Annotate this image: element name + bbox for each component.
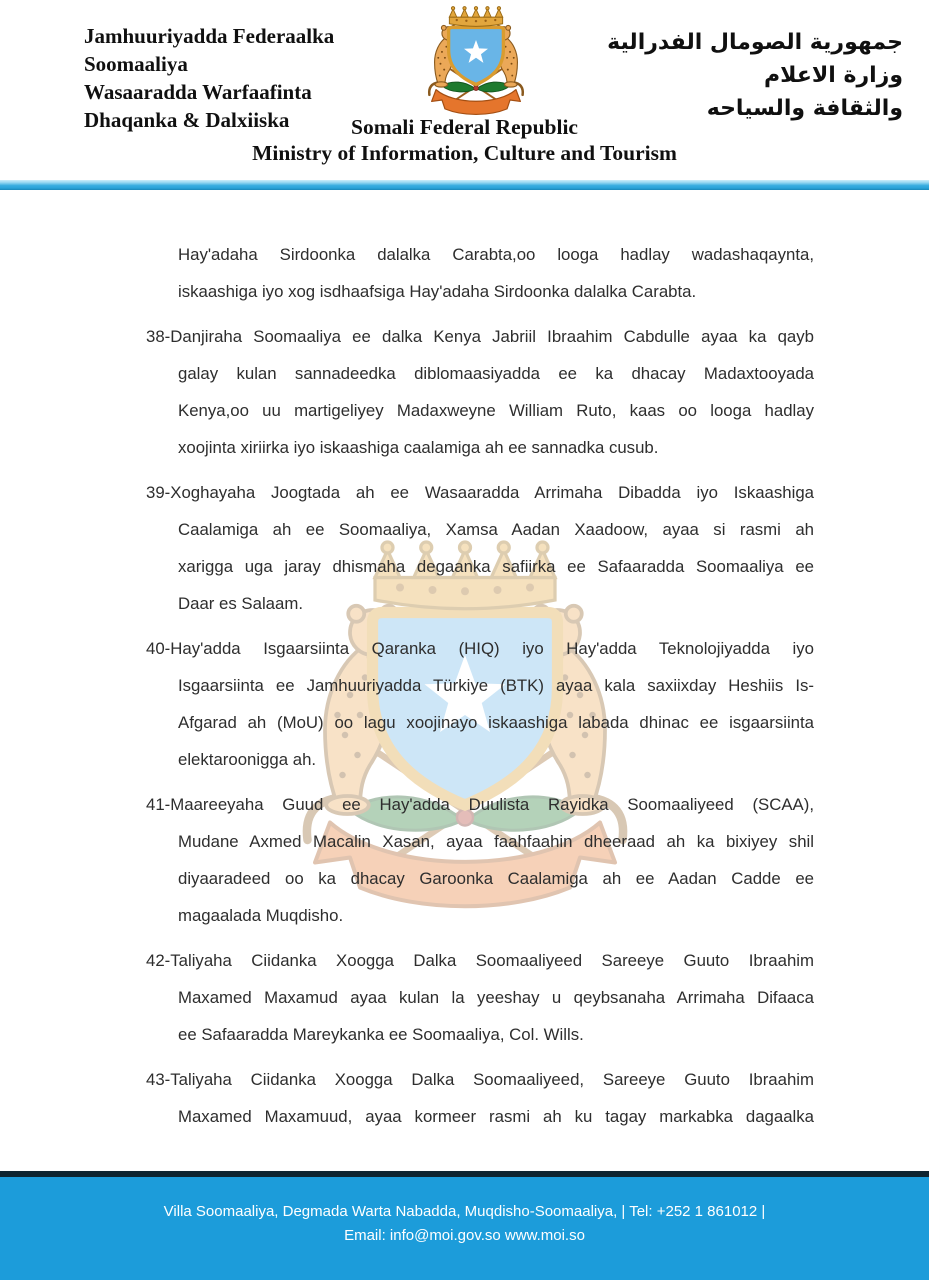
text-line: Maxamed Maxamud ayaa kulan la yeeshay u qeybsanaha Arrimaha Difaaca — [178, 988, 814, 1007]
ministry-name-somali-line: Soomaaliya — [84, 52, 188, 76]
ministry-name-arabic-line: جمهورية الصومال الفدرالية — [607, 30, 903, 55]
text-line: elektaroonigga ah. — [178, 750, 317, 769]
text-line: ee Safaaradda Mareykanka ee Soomaaliya, Col. Wills. — [178, 1025, 584, 1044]
text-line: Mudane Axmed Macalin Xasan, ayaa faahfaahin dheeraad ah ka bixiyey shil — [178, 832, 814, 851]
footer-contact-band — [0, 1177, 929, 1280]
text-line: Daar es Salaam. — [178, 594, 303, 613]
text-line: iskaashiga iyo xog isdhaafsiga Hay'adaha Sirdoonka dalalka Carabta. — [178, 282, 697, 301]
footer-email-line: Email: info@moi.gov.so www.moi.so — [344, 1227, 585, 1244]
ministry-name-arabic-line: وزارة الاعلام — [764, 63, 903, 88]
footer-address-line: Villa Soomaaliya, Degmada Warta Nabadda, Muqdisho-Soomaaliya, | Tel: +252 1 861012 | — [163, 1203, 766, 1220]
ministry-name-arabic-line: والثقافة والسياحه — [706, 96, 903, 121]
text-line: 40-Hay'adda Isgaarsiinta Qaranka (HIQ) iyo Hay'adda Teknolojiyadda iyo — [146, 639, 814, 658]
ministry-name-somali-line: Wasaaradda Warfaafinta — [84, 80, 312, 104]
text-line: galay kulan sannadeedka diblomaasiyadda ee ka dhacay Madaxtooyada — [178, 364, 814, 383]
paragraph — [146, 236, 814, 310]
paragraph — [146, 630, 814, 778]
header-separator-stripe — [0, 180, 929, 190]
text-line: magaalada Muqdisho. — [178, 906, 344, 925]
text-line: xarigga uga jaray dhismaha degaanka safiirka ee Safaaradda Soomaaliya ee — [178, 557, 814, 576]
text-line: 41-Maareeyaha Guud ee Hay'adda Duulista Rayidka Soomaaliyeed (SCAA), — [146, 795, 814, 814]
header-titles — [0, 114, 929, 166]
text-line: Maxamed Maxamuud, ayaa kormeer rasmi ah ku tagay markabka dagaalka — [178, 1107, 814, 1126]
paragraph — [146, 1061, 814, 1135]
document-body — [146, 236, 814, 1135]
text-line: xoojinta xiriirka iyo iskaashiga caalamiga ah ee sannadka cusub. — [178, 438, 659, 457]
text-line: 39-Xoghayaha Joogtada ah ee Wasaaradda Arrimaha Dibadda iyo Iskaashiga — [146, 483, 814, 502]
somali-coat-of-arms-icon — [402, 6, 550, 117]
text-line: Hay'adaha Sirdoonka dalalka Carabta,oo looga hadlay wadashaqaynta, — [178, 245, 814, 264]
paragraph — [146, 474, 814, 622]
text-line: 43-Taliyaha Ciidanka Xoogga Dalka Soomaaliyeed, Sareeye Guuto Ibraahim — [146, 1070, 814, 1089]
text-line: Caalamiga ah ee Soomaaliya, Xamsa Aadan Xaadoow, ayaa si rasmi ah — [178, 520, 814, 539]
ministry-name-arabic — [573, 26, 903, 125]
text-line: Afgarad ah (MoU) oo lagu xoojinayo iskaashiga labada dhinac ee isgaarsiinta — [178, 713, 814, 732]
ministry-name-somali-line: Dhaqanka & Dalxiiska — [84, 108, 290, 132]
title-country: Somali Federal Republic — [351, 115, 578, 139]
text-line: 38-Danjiraha Soomaaliya ee dalka Kenya Jabriil Ibraahim Cabdulle ayaa ka qayb — [146, 327, 814, 346]
ministry-name-somali-line: Jamhuuriyadda Federaalka — [84, 24, 335, 48]
title-ministry: Ministry of Information, Culture and Tourism — [252, 141, 677, 165]
paragraph — [146, 786, 814, 934]
paragraph — [146, 942, 814, 1053]
text-line: diyaaradeed oo ka dhacay Garoonka Caalamiga ah ee Aadan Cadde ee — [178, 869, 814, 888]
text-line: 42-Taliyaha Ciidanka Xoogga Dalka Soomaaliyeed Sareeye Guuto Ibraahim — [146, 951, 814, 970]
paragraph — [146, 318, 814, 466]
text-line: Isgaarsiinta ee Jamhuuriyadda Türkiye (BTK) ayaa kala saxiixday Heshiis Is- — [178, 676, 814, 695]
text-line: Kenya,oo uu martigeliyey Madaxweyne William Ruto, kaas oo looga hadlay — [178, 401, 814, 420]
